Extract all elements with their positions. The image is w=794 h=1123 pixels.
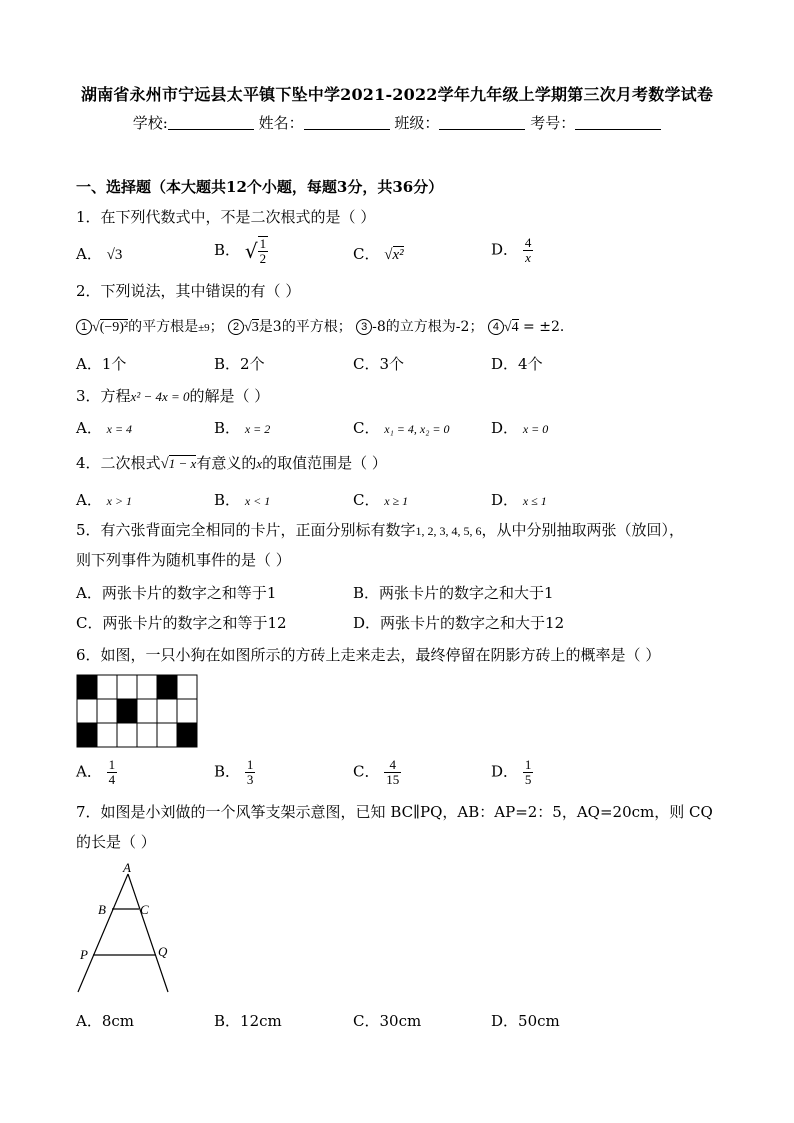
label-p: P: [80, 947, 88, 962]
q6-stem: 6．如图，一只小狗在如图所示的方砖上走来走去，最终停留在阴影方砖上的概率是（ ）: [76, 646, 661, 664]
student-info-line: [0, 112, 794, 133]
exam-no-label: 考号：: [530, 114, 576, 132]
mark-2: 2: [228, 319, 244, 335]
label-a: A: [123, 860, 131, 875]
q3-option-a: A． x = 4: [76, 419, 133, 437]
q6-option-a: A． $\frac{1}{4}$: [76, 757, 116, 787]
class-blank: [439, 115, 525, 130]
q3-option-d: D． x = 0: [491, 419, 549, 437]
q4-stem: 4．二次根式√1 − x有意义的x的取值范围是（ ）: [76, 454, 387, 472]
section-heading: 一、选择题（本大题共12个小题，每题3分，共36分）: [76, 178, 444, 196]
q4-option-c: C． x ≥ 1: [353, 491, 409, 509]
q5-option-b: B．两张卡片的数字之和大于1: [353, 584, 554, 602]
shaded-tile: [157, 675, 177, 699]
q6-option-d: D． $\frac{1}{5}$: [491, 757, 532, 787]
q1-option-d: D． $\frac{4}{x}$: [491, 235, 532, 265]
shaded-tile: [77, 723, 97, 747]
q1-option-c: C． √x²: [353, 245, 404, 263]
q3-option-c: C． x₁ = 4, x₂ = 0: [353, 419, 450, 437]
q7-stem-line2: 的长是（ ）: [76, 833, 156, 851]
blank-tile: [177, 675, 197, 699]
name-blank: [304, 115, 390, 130]
mark-4: 4: [488, 319, 504, 335]
q1-stem: 1．在下列代数式中，不是二次根式的是（ ）: [76, 208, 376, 226]
blank-tile: [117, 675, 137, 699]
q2-option-d: D．4个: [491, 355, 543, 373]
q5-option-c: C．两张卡片的数字之和等于12: [76, 614, 287, 632]
shaded-tile: [117, 699, 137, 723]
blank-tile: [97, 723, 117, 747]
blank-tile: [97, 675, 117, 699]
class-label: 班级：: [394, 114, 440, 132]
q6-option-c: C． $\frac{4}{15}$: [353, 757, 400, 787]
q2-statements: 1 √(−9)²的平方根是±9； 2 √3是3的平方根； 3 -8的立方根为-2； 4 √4 = ±2．: [76, 316, 574, 336]
blank-tile: [157, 699, 177, 723]
label-q: Q: [158, 944, 168, 959]
mark-1: 1: [76, 319, 92, 335]
exam-no-blank: [575, 115, 661, 130]
line-ap: [78, 874, 128, 992]
blank-tile: [137, 723, 157, 747]
q7-option-a: A．8cm: [76, 1012, 135, 1030]
blank-tile: [137, 675, 157, 699]
exam-title: 湖南省永州市宁远县太平镇下坠中学2021-2022学年九年级上学期第三次月考数学试卷: [80, 85, 714, 104]
kite-frame-figure: [72, 858, 182, 998]
q7-option-b: B．12cm: [214, 1012, 282, 1030]
blank-tile: [157, 723, 177, 747]
q7-stem-line1: 7．如图是小刘做的一个风筝支架示意图，已知 BC∥PQ，AB：AP=2：5，AQ=20cm，则 CQ: [76, 803, 713, 821]
blank-tile: [97, 699, 117, 723]
blank-tile: [117, 723, 137, 747]
label-c: C: [140, 902, 149, 917]
school-label: 学校:: [132, 114, 168, 132]
label-b: B: [98, 902, 106, 917]
name-label: 姓名：: [258, 114, 304, 132]
q3-stem: 3．方程x² − 4x = 0的解是（ ）: [76, 387, 270, 405]
q2-stem: 2．下列说法，其中错误的有（ ）: [76, 282, 301, 300]
blank-tile: [137, 699, 157, 723]
q4-option-d: D． x ≤ 1: [491, 491, 547, 509]
blank-tile: [177, 699, 197, 723]
q6-option-b: B． $\frac{1}{3}$: [214, 757, 254, 787]
q5-option-a: A．两张卡片的数字之和等于1: [76, 584, 277, 602]
shaded-tile: [177, 723, 197, 747]
mark-3: 3: [356, 319, 372, 335]
q2-option-b: B．2个: [214, 355, 265, 373]
q3-option-b: B． x = 2: [214, 419, 271, 437]
q4-option-a: A． x > 1: [76, 491, 133, 509]
school-blank: [168, 115, 254, 130]
q1-option-b: B． √ $\frac{1}{2}$: [214, 236, 267, 266]
q2-option-c: C．3个: [353, 355, 405, 373]
q5-stem-line2: 则下列事件为随机事件的是（ ）: [76, 551, 291, 569]
q5-stem-line1: 5．有六张背面完全相同的卡片，正面分别标有数字1, 2, 3, 4, 5, 6，从中分别抽取两张（放回），: [76, 521, 685, 539]
q7-option-d: D．50cm: [491, 1012, 560, 1030]
q2-option-a: A．1个: [76, 355, 127, 373]
blank-tile: [77, 699, 97, 723]
q7-option-c: C．30cm: [353, 1012, 422, 1030]
line-aq: [128, 874, 168, 992]
q4-option-b: B． x < 1: [214, 491, 271, 509]
q5-option-d: D．两张卡片的数字之和大于12: [353, 614, 565, 632]
shaded-tile: [77, 675, 97, 699]
tile-grid-figure: [76, 674, 198, 748]
q1-option-a: A． √3: [76, 245, 123, 263]
